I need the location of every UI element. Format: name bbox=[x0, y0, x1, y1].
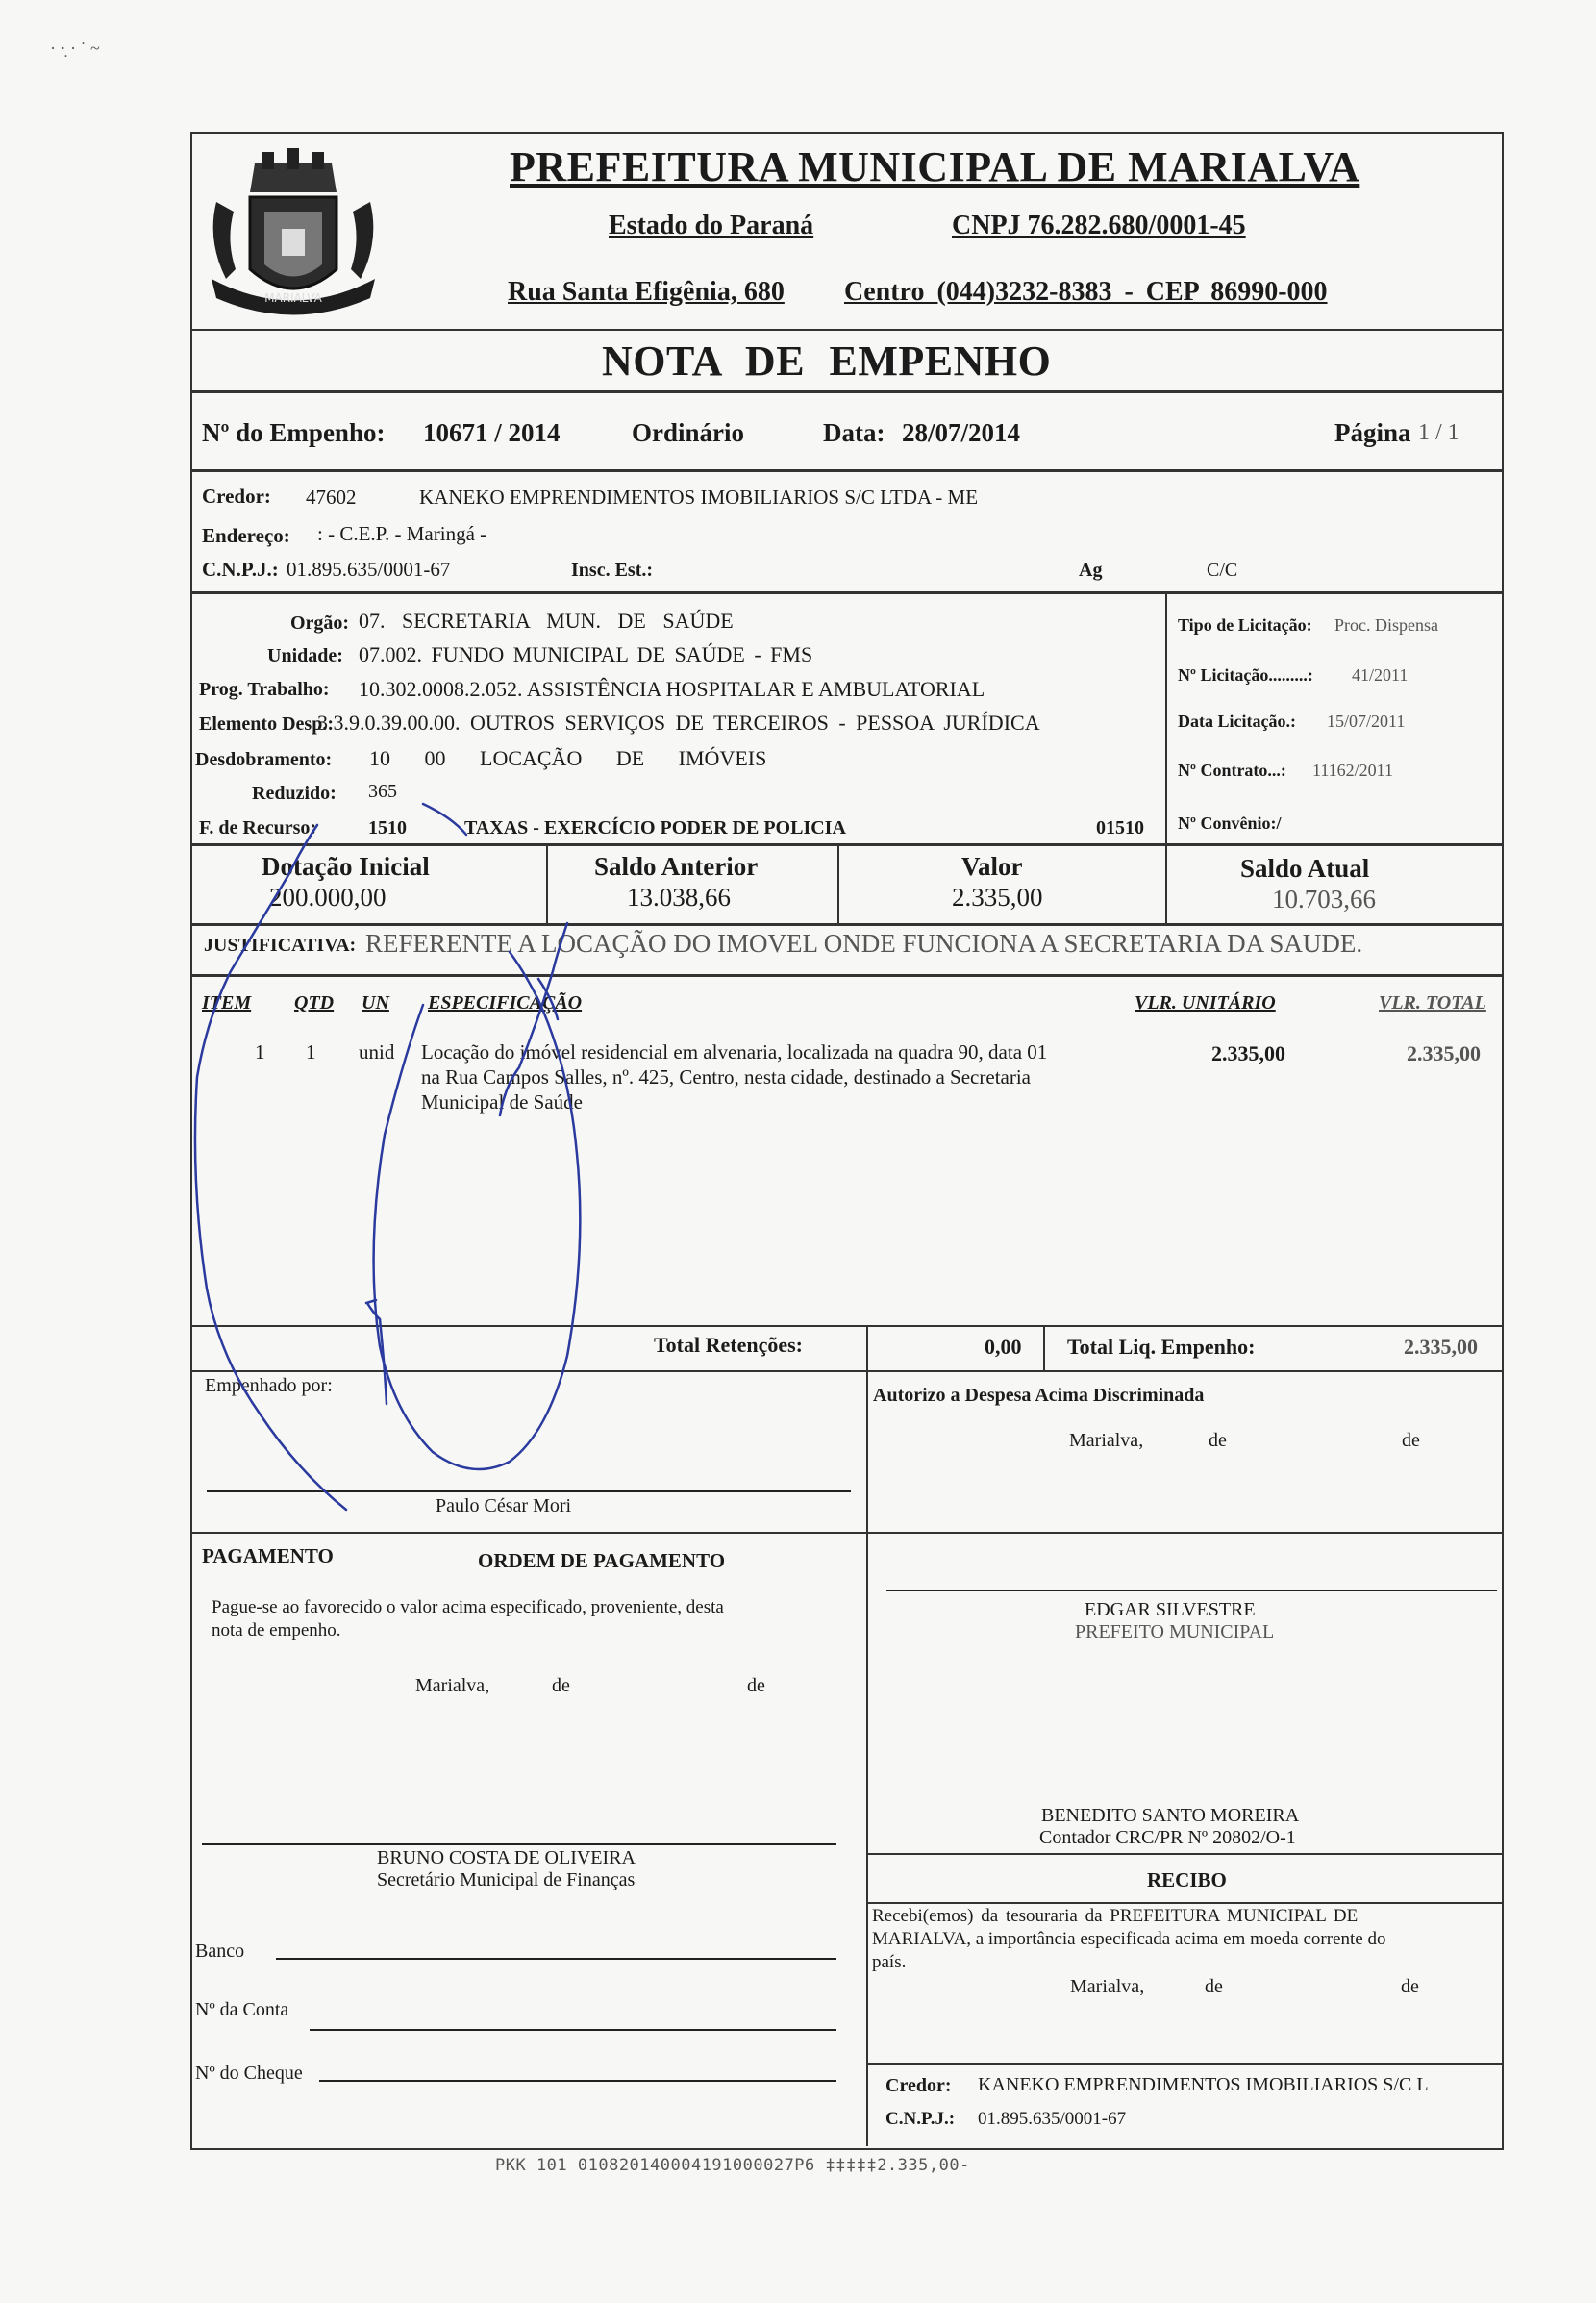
licitacao-tipo: Proc. Dispensa bbox=[1334, 615, 1438, 635]
cheque-label: Nº do Cheque bbox=[195, 2063, 303, 2084]
empenhado-label: Empenhado por: bbox=[205, 1375, 333, 1396]
retencoes-label: Total Retenções: bbox=[654, 1333, 803, 1357]
contrato-value: 11162/2011 bbox=[1312, 761, 1393, 780]
page-number: 1 / 1 bbox=[1418, 420, 1459, 445]
dotacao-value: 200.000,00 bbox=[269, 883, 387, 912]
pagamento-place: Marialva, bbox=[415, 1675, 490, 1696]
recibo-text-2: MARIALVA, a importância especificada acima em moeda corrente do bbox=[872, 1929, 1386, 1949]
desdob-label: Desdobramento: bbox=[195, 749, 333, 770]
liquido-label: Total Liq. Empenho: bbox=[1067, 1335, 1256, 1359]
prefeito-name: EDGAR SILVESTRE bbox=[1085, 1599, 1256, 1620]
secretario-role: Secretário Municipal de Finanças bbox=[377, 1869, 636, 1890]
pagamento-text-1: Pague-se ao favorecido o valor acima especificado, proveniente, desta bbox=[212, 1597, 724, 1617]
row-spec-line-3: Municipal de Saúde bbox=[421, 1090, 583, 1114]
col-vlr-total: VLR. TOTAL bbox=[1379, 992, 1486, 1014]
justificativa-text: REFERENTE A LOCAÇÃO DO IMOVEL ONDE FUNCIONA A SECRETARIA DA SAUDE. bbox=[365, 929, 1363, 958]
recibo-place: Marialva, bbox=[1070, 1976, 1145, 1997]
col-especificacao: ESPECIFICAÇÃO bbox=[428, 992, 583, 1014]
empenho-label: Nº do Empenho: bbox=[202, 418, 386, 447]
col-vlr-unitario: VLR. UNITÁRIO bbox=[1135, 992, 1276, 1014]
col-qtd: QTD bbox=[294, 992, 335, 1014]
autorizo-place: Marialva, bbox=[1069, 1430, 1144, 1451]
contador-name: BENEDITO SANTO MOREIRA bbox=[1041, 1805, 1300, 1826]
recibo-cnpj: 01.895.635/0001-67 bbox=[978, 2109, 1127, 2129]
saldo-atual-label: Saldo Atual bbox=[1240, 854, 1370, 883]
recibo-text-1: Recebi(emos) da tesouraria da PREFEITURA MUNICIPAL DE bbox=[872, 1906, 1359, 1926]
recurso-value: TAXAS - EXERCÍCIO PODER DE POLICIA bbox=[464, 817, 846, 839]
scan-specks: · ·̣ · ˙ ~ bbox=[50, 38, 100, 58]
recurso-code-2: 01510 bbox=[1096, 817, 1144, 839]
address-label: Endereço: bbox=[202, 524, 290, 547]
recibo-de-1: de bbox=[1205, 1976, 1223, 1997]
row-total-value: 2.335,00 bbox=[1407, 1041, 1481, 1065]
licitacao-num-label: Nº Licitação.........: bbox=[1178, 665, 1313, 685]
autorizo-label: Autorizo a Despesa Acima Discriminada bbox=[873, 1385, 1205, 1406]
recibo-de-2: de bbox=[1401, 1976, 1419, 1997]
empenho-date-label: Data: bbox=[823, 418, 885, 447]
justificativa-label: JUSTIFICATIVA: bbox=[204, 935, 357, 956]
header-cnpj: CNPJ 76.282.680/0001-45 bbox=[952, 211, 1246, 240]
pagamento-de-2: de bbox=[747, 1675, 765, 1696]
credor-label: Credor: bbox=[202, 485, 271, 508]
machine-code: PKK 101 010820140004191000027P6 ‡‡‡‡‡2.335,00- bbox=[495, 2156, 970, 2175]
convenio-label: Nº Convênio:/ bbox=[1178, 814, 1282, 833]
recurso-code: 1510 bbox=[368, 817, 407, 839]
recibo-label: RECIBO bbox=[1147, 1868, 1227, 1891]
ag-label: Ag bbox=[1079, 560, 1103, 581]
secretario-name: BRUNO COSTA DE OLIVEIRA bbox=[377, 1847, 636, 1868]
recibo-cnpj-label: C.N.P.J.: bbox=[885, 2109, 956, 2129]
reduzido-label: Reduzido: bbox=[252, 783, 337, 804]
licitacao-tipo-label: Tipo de Licitação: bbox=[1178, 615, 1312, 635]
elemento-label: Elemento Desp.: bbox=[199, 713, 334, 735]
recibo-text-3: país. bbox=[872, 1952, 907, 1972]
doc-title: NOTA DE EMPENHO bbox=[602, 338, 1052, 385]
autorizo-de-2: de bbox=[1402, 1430, 1420, 1451]
saldo-anterior-value: 13.038,66 bbox=[627, 883, 731, 912]
cnpj-label: C.N.P.J.: bbox=[202, 558, 279, 581]
credor-address: : - C.E.P. - Maringá - bbox=[317, 522, 487, 545]
empenhado-name: Paulo César Mori bbox=[436, 1495, 572, 1516]
elemento-value: 3.3.9.0.39.00.00. OUTROS SERVIÇOS DE TERCEIROS - PESSOA JURÍDICA bbox=[317, 711, 1040, 735]
empenho-type: Ordinário bbox=[632, 418, 745, 447]
prog-label: Prog. Trabalho: bbox=[199, 679, 330, 700]
recibo-credor-label: Credor: bbox=[885, 2075, 952, 2096]
saldo-anterior-label: Saldo Anterior bbox=[594, 852, 759, 881]
banco-label: Banco bbox=[195, 1940, 245, 1962]
unidade-label: Unidade: bbox=[267, 645, 343, 666]
orgao-value: 07. SECRETARIA MUN. DE SAÚDE bbox=[359, 609, 734, 633]
empenho-date: 28/07/2014 bbox=[902, 418, 1021, 447]
page-label: Página bbox=[1334, 418, 1411, 447]
orgao-label: Orgão: bbox=[290, 613, 350, 634]
saldo-atual-value: 10.703,66 bbox=[1272, 885, 1376, 914]
coat-of-arms-logo bbox=[197, 144, 389, 327]
insc-label: Insc. Est.: bbox=[571, 560, 654, 581]
prog-value: 10.302.0008.2.052. ASSISTÊNCIA HOSPITALAR E AMBULATORIAL bbox=[359, 677, 985, 701]
ordem-pagamento-label: ORDEM DE PAGAMENTO bbox=[478, 1549, 726, 1572]
credor-code: 47602 bbox=[306, 486, 357, 509]
pagamento-label: PAGAMENTO bbox=[202, 1544, 334, 1567]
licitacao-data-label: Data Licitação.: bbox=[1178, 712, 1296, 731]
col-un: UN bbox=[362, 992, 389, 1014]
licitacao-data: 15/07/2011 bbox=[1327, 712, 1406, 731]
conta-label: Nº da Conta bbox=[195, 1999, 289, 2020]
header-state: Estado do Paraná bbox=[609, 211, 814, 240]
credor-name: KANEKO EMPRENDIMENTOS IMOBILIARIOS S/C LTDA - ME bbox=[419, 486, 979, 509]
liquido-value: 2.335,00 bbox=[1404, 1335, 1478, 1359]
col-item: ITEM bbox=[202, 992, 252, 1014]
row-item: 1 bbox=[255, 1040, 265, 1064]
contador-role: Contador CRC/PR Nº 20802/O-1 bbox=[1039, 1827, 1296, 1848]
row-un: unid bbox=[359, 1040, 395, 1064]
unidade-value: 07.002. FUNDO MUNICIPAL DE SAÚDE - FMS bbox=[359, 642, 813, 666]
empenho-number: 10671 / 2014 bbox=[423, 418, 561, 447]
autorizo-de-1: de bbox=[1209, 1430, 1227, 1451]
svg-text:MARIALVA: MARIALVA bbox=[264, 291, 322, 305]
prefeito-role: PREFEITO MUNICIPAL bbox=[1075, 1621, 1275, 1642]
row-spec-line-1: Locação do imóvel residencial em alvenaria, localizada na quadra 90, data 01 bbox=[421, 1040, 1048, 1064]
dotacao-label: Dotação Inicial bbox=[262, 852, 430, 881]
pagamento-de-1: de bbox=[552, 1675, 570, 1696]
recibo-credor: KANEKO EMPRENDIMENTOS IMOBILIARIOS S/C L bbox=[978, 2074, 1429, 2095]
cc-label: C/C bbox=[1207, 560, 1238, 581]
header-address-rest: Centro (044)3232-8383 - CEP 86990-000 bbox=[844, 277, 1328, 307]
valor-value: 2.335,00 bbox=[952, 883, 1043, 912]
header-address: Rua Santa Efigênia, 680 bbox=[508, 277, 785, 307]
recurso-label: F. de Recurso: bbox=[199, 817, 317, 839]
desdob-value: 10 00 LOCAÇÃO DE IMÓVEIS bbox=[369, 746, 767, 770]
header-title: PREFEITURA MUNICIPAL DE MARIALVA bbox=[510, 143, 1360, 190]
retencoes-value: 0,00 bbox=[985, 1335, 1022, 1359]
row-spec-line-2: na Rua Campos Salles, nº. 425, Centro, nesta cidade, destinado a Secretaria bbox=[421, 1065, 1031, 1089]
row-unit-value: 2.335,00 bbox=[1211, 1041, 1285, 1065]
credor-cnpj: 01.895.635/0001-67 bbox=[287, 558, 451, 581]
contrato-label: Nº Contrato...: bbox=[1178, 761, 1286, 780]
licitacao-num: 41/2011 bbox=[1352, 665, 1409, 685]
pagamento-text-2: nota de empenho. bbox=[212, 1620, 341, 1640]
row-qtd: 1 bbox=[306, 1040, 316, 1064]
reduzido-value: 365 bbox=[368, 781, 397, 802]
valor-label: Valor bbox=[961, 852, 1023, 881]
